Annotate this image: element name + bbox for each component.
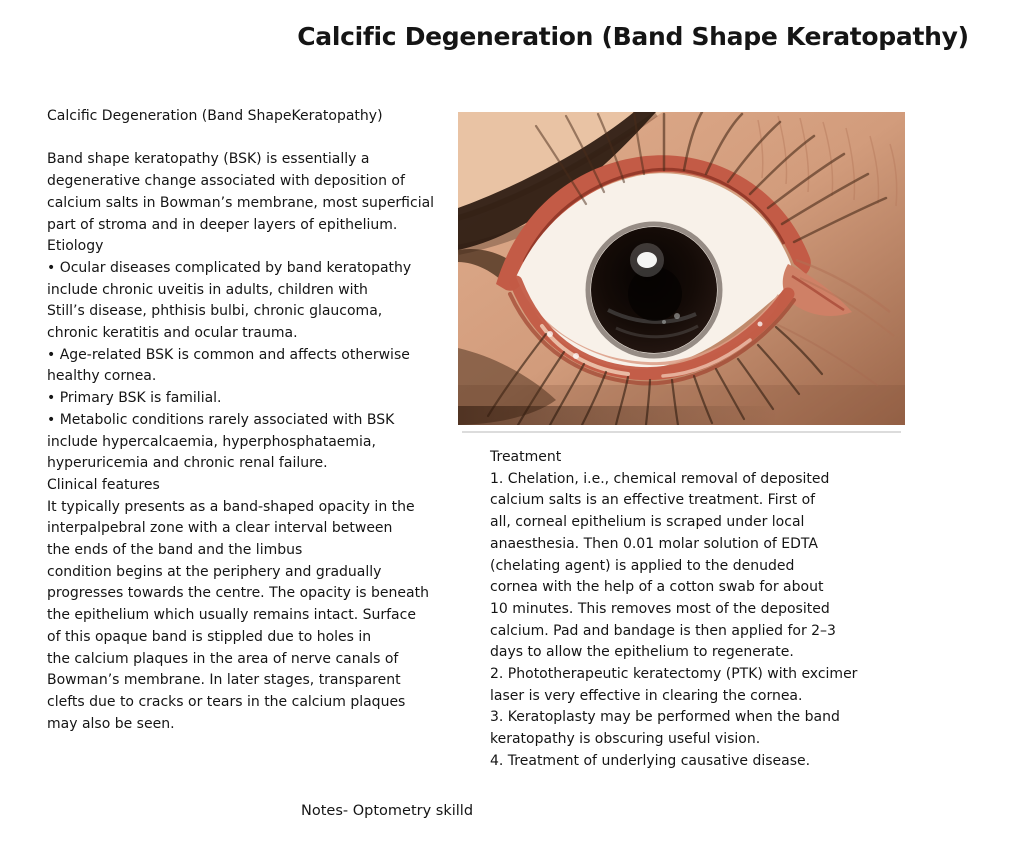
- pupil: [628, 267, 682, 321]
- text-line: 1. Chelation, i.e., chemical removal of deposited: [490, 470, 830, 487]
- text-line: laser is very effective in clearing the cornea.: [490, 687, 803, 704]
- text-line: may also be seen.: [47, 715, 175, 732]
- text-line: of this opaque band is stippled due to holes in: [47, 628, 372, 645]
- text-line: the calcium plaques in the area of nerve canals of: [47, 650, 399, 667]
- text-line: • Metabolic conditions rarely associated with BSK: [47, 411, 395, 428]
- text-line: part of stroma and in deeper layers of epithelium.: [47, 216, 398, 233]
- text-line: Clinical features: [47, 476, 160, 493]
- eye-photo: [458, 112, 905, 425]
- page-title: Calcific Degeneration (Band Shape Keratopathy): [297, 22, 969, 51]
- text-line: clefts due to cracks or tears in the calcium plaques: [47, 693, 406, 710]
- text-line: Etiology: [47, 238, 104, 255]
- text-line: • Age-related BSK is common and affects otherwise: [47, 346, 410, 363]
- light-reflection: [637, 252, 657, 268]
- text-line: hyperuricemia and chronic renal failure.: [47, 455, 328, 472]
- text-line: calcium salts in Bowman’s membrane, most superficial: [47, 194, 435, 211]
- text-line: 3. Keratoplasty may be performed when the band: [490, 709, 840, 726]
- treatment-text: [490, 469, 922, 773]
- text-line: days to allow the epithelium to regenerate.: [490, 644, 794, 661]
- iris: [588, 224, 720, 356]
- text-line: degenerative change associated with deposition of: [47, 173, 405, 190]
- text-line: include hypercalcaemia, hyperphosphataemia,: [47, 433, 376, 450]
- text-line: calcium. Pad and bandage is then applied for 2–3: [490, 622, 836, 639]
- text-line: interpalpebral zone with a clear interval between: [47, 520, 393, 537]
- footer-note: Notes- Optometry skilld: [301, 803, 474, 819]
- treatment-section: [490, 447, 922, 773]
- text-line: progresses towards the centre. The opacity is beneath: [47, 585, 429, 602]
- text-line: keratopathy is obscuring useful vision.: [490, 731, 761, 748]
- text-line: Band shape keratopathy (BSK) is essentially a: [47, 151, 370, 168]
- text-line: chronic keratitis and ocular trauma.: [47, 325, 298, 342]
- text-line: healthy cornea.: [47, 368, 157, 385]
- text-line: 2. Phototherapeutic keratectomy (PTK) with excimer: [490, 666, 858, 683]
- left-column: [47, 106, 457, 735]
- treatment-heading: Treatment: [490, 449, 562, 465]
- text-line: It typically presents as a band-shaped opacity in the: [47, 498, 415, 515]
- text-line: all, corneal epithelium is scraped under local: [490, 514, 805, 531]
- text-line: the ends of the band and the limbus: [47, 542, 303, 559]
- bottom-lash-shadow: [458, 406, 778, 425]
- text-line: include chronic uveitis in adults, children with: [47, 281, 368, 298]
- text-line: anaesthesia. Then 0.01 molar solution of EDTA: [490, 535, 818, 552]
- left-column-heading: Calcific Degeneration (Band ShapeKeratopathy): [47, 108, 383, 124]
- text-line: • Primary BSK is familial.: [47, 390, 222, 407]
- text-line: Bowman’s membrane. In later stages, transparent: [47, 672, 401, 689]
- left-column-text: [47, 149, 457, 735]
- text-line: calcium salts is an effective treatment. First of: [490, 492, 816, 509]
- text-line: 10 minutes. This removes most of the deposited: [490, 600, 830, 617]
- text-line: condition begins at the periphery and gradually: [47, 563, 382, 580]
- eye-photo-svg: [458, 112, 905, 425]
- text-line: cornea with the help of a cotton swab for about: [490, 579, 824, 596]
- text-line: • Ocular diseases complicated by band keratopathy: [47, 259, 412, 276]
- text-line: the epithelium which usually remains intact. Surface: [47, 607, 416, 624]
- text-line: 4. Treatment of underlying causative disease.: [490, 752, 811, 769]
- text-line: Still’s disease, phthisis bulbi, chronic glaucoma,: [47, 303, 383, 320]
- text-line: (chelating agent) is applied to the denuded: [490, 557, 795, 574]
